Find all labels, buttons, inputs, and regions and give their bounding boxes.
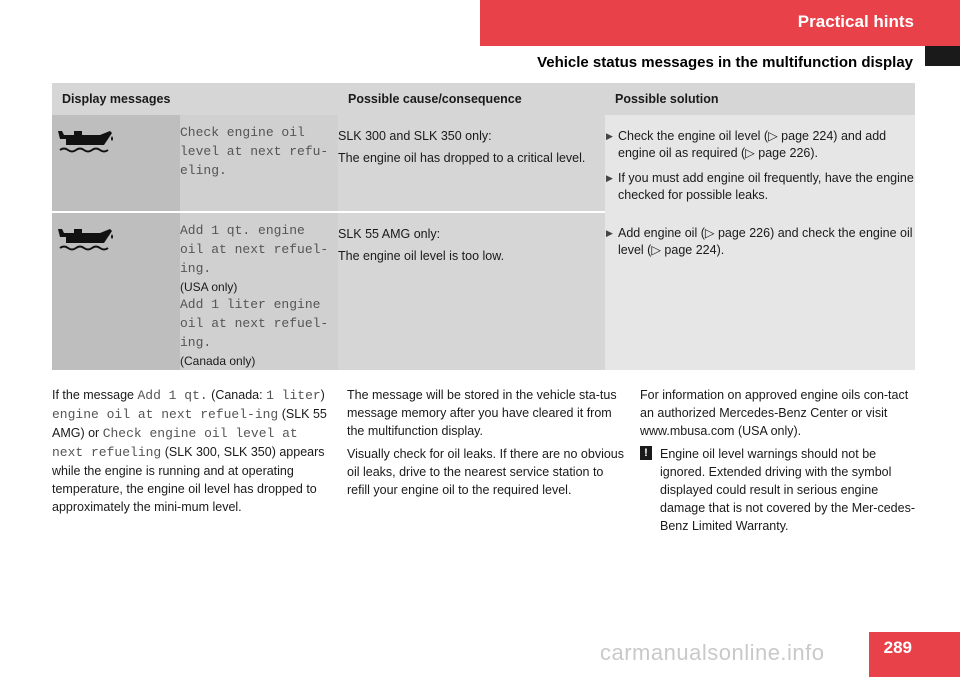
display-message-text-canada: Add 1 liter engine oil at next refuel- ing.: [180, 297, 329, 350]
solution-item: ▶ If you must add engine oil frequently, have the engine checked for possible leaks.: [606, 171, 914, 202]
section-tab: [925, 46, 960, 66]
header-bar: [480, 0, 960, 46]
header-possible-cause: Possible cause/consequence: [338, 83, 605, 115]
bullet-arrow-icon: ▶: [606, 173, 613, 183]
solution-cell: [605, 115, 915, 212]
page-number: 289: [883, 638, 912, 657]
status-messages-table: [52, 83, 915, 370]
header-possible-solution: Possible solution: [605, 83, 915, 115]
oil-can-icon: [52, 125, 116, 153]
bullet-arrow-icon: ▶: [606, 228, 613, 238]
table-header-row: [52, 83, 915, 115]
body-paragraph: Visually check for oil leaks. If there are no obvious oil leaks, drive to the nearest service station to refill your engine oil to the required level.: [347, 447, 624, 497]
cause-cell: [338, 115, 605, 212]
cause-model: SLK 55 AMG only:: [338, 227, 441, 241]
oil-can-icon: [52, 223, 116, 251]
body-column-1: [52, 386, 334, 521]
body-paragraph: If the message Add 1 qt. (Canada: 1 liter) engine oil at next refuel-ing (SLK 55 AMG) or Check engine oil level at next refueling (SLK 300, SLK 350) appears while the engine is running and at operating temperature, the engine oil level has dropped to approximately the mini-mum level.: [52, 388, 327, 514]
display-message-text-usa: Add 1 qt. engine oil at next refuel- ing.: [180, 223, 329, 276]
icon-cell: [52, 115, 180, 212]
page-subtitle: Vehicle status messages in the multifunction display: [537, 54, 913, 71]
page-number-box: [869, 632, 960, 677]
cause-text: The engine oil level is too low.: [338, 249, 505, 263]
warning-icon: !: [640, 446, 652, 460]
body-paragraph: For information on approved engine oils con-tact an authorized Mercedes-Benz Center or visit www.mbusa.com (USA only).: [640, 388, 909, 438]
header-display-messages: Display messages: [52, 83, 338, 115]
body-column-2: [347, 386, 629, 504]
display-message-cell: [180, 115, 338, 212]
body-paragraph: The message will be stored in the vehicle sta-tus message memory after you have cleared it from the multifunction display.: [347, 388, 617, 438]
solution-item: ▶ Add engine oil (▷ page 226) and check the engine oil level (▷ page 224).: [606, 226, 913, 257]
cause-cell: [338, 212, 605, 370]
display-message-cell: [180, 212, 338, 370]
table-row: [52, 115, 915, 212]
display-message-text: Check engine oil level at next refu- eling.: [180, 125, 329, 178]
table-row: [52, 212, 915, 370]
solution-item: ▶ Check the engine oil level (▷ page 224) and add engine oil as required (▷ page 226).: [606, 129, 887, 160]
warning-note: ! Engine oil level warnings should not be ignored. Extended driving with the symbol displayed could result in serious engine damage that is not covered by the Mer-cedes-Benz Limited Warranty.: [640, 445, 918, 535]
body-column-3: [640, 386, 918, 540]
display-note-canada: (Canada only): [180, 354, 256, 368]
section-title: Practical hints: [797, 12, 914, 31]
display-note-usa: (USA only): [180, 280, 238, 294]
bullet-arrow-icon: ▶: [606, 131, 613, 141]
watermark: carmanualsonline.info: [600, 640, 825, 665]
icon-cell: [52, 212, 180, 370]
cause-model: SLK 300 and SLK 350 only:: [338, 129, 492, 143]
cause-text: The engine oil has dropped to a critical level.: [338, 151, 586, 165]
solution-cell: [605, 212, 915, 370]
